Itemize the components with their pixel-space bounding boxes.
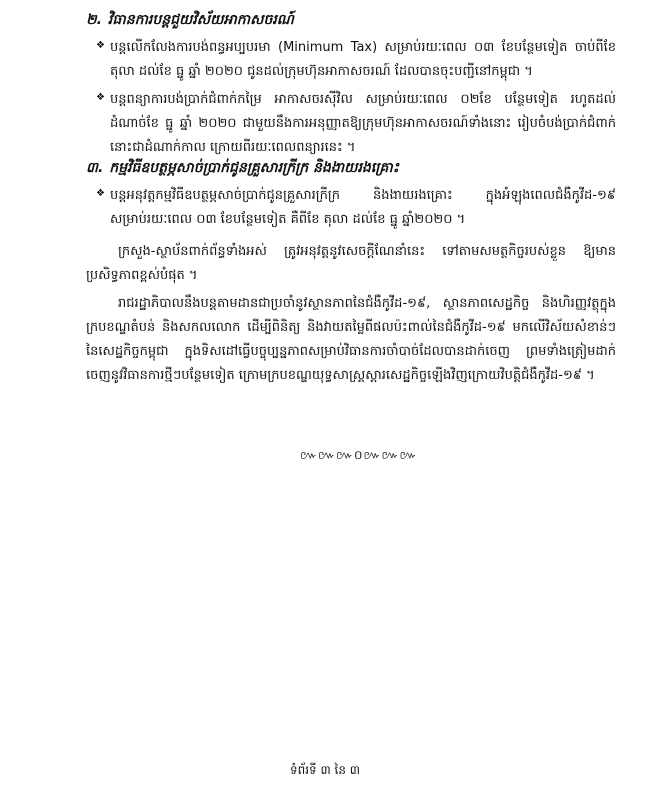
section-2-bullet-1 (96, 36, 616, 84)
section-2-title: វិធានការបន្តជួយវិស័យអាកាសចរណ៍ (107, 12, 294, 28)
section-3-title: កម្មវិធីឧបត្ថម្ភសាច់ប្រាក់ជូនគ្រួសារក្រីក្រ និងងាយរងគ្រោះ (109, 160, 399, 176)
paragraph-monitoring: រាជរដ្ឋាភិបាលនឹងបន្តតាមដានជាប្រចាំនូវស្ថានភាពនៃជំងឺកូវីដ-១៩, ស្ថានភាពសេដ្ឋកិច្ច និងហិរញ្ញវត្ថុក្នុងក្របខណ្ឌតំបន់ និងសកលលោក ដើម្បីពិនិត្យ និងវាយតម្លៃពីផលប៉ះពាល់នៃជំងឺកូវីដ-១៩ មកលើវិស័យសំខាន់ៗនៃសេដ្ឋកិច្ចកម្ពុជា ក្នុងទិសដៅធ្វើបច្ចុប្បន្នភាពសម្រាប់វិធានការចាំបាច់ដែលបានដាក់ចេញ ព្រមទាំងត្រៀមដាក់ចេញនូវវិធានការថ្មីៗបន្ថែមទៀត ក្រោមក្របខណ្ឌយុទ្ធសាស្ត្រស្ដារសេដ្ឋកិច្ចឡើងវិញក្រោយវិបត្តិជំងឺកូវីដ-១៩ ។ (86, 296, 616, 383)
section-2-bullet-2 (96, 88, 616, 160)
bullet-text: បន្តអនុវត្តកម្មវិធីឧបត្ថម្ភសាច់ប្រាក់ជូនគ្រួសារក្រីក្រ និងងាយរងគ្រោះ ក្នុងអំឡុងពេលជំងឺកូវីដ-១៩ សម្រាប់រយៈពេល ០៣ ខែបន្ថែមទៀត គឺពីខែ តុលា ដល់ខែ ធ្នូ ឆ្នាំ២០២០ ។ (110, 188, 616, 227)
bullet-text: បន្តលើកលែងការបង់ពន្ធអប្បបរមា (Minimum Tax) សម្រាប់រយៈពេល ០៣ ខែបន្ថែមទៀត ចាប់ពីខែ តុលា ដល់ខែ ធ្នូ ឆ្នាំ ២០២០ ជូនដល់ក្រុមហ៊ុនអាកាសចរណ៍ ដែលបានចុះបញ្ជីនៅកម្ពុជា ។ (110, 40, 616, 79)
page-number-footer: ទំព័រទី ៣ នៃ ៣ (289, 763, 361, 777)
bullet-text: បន្តពន្យាការបង់ប្រាក់ជំពាក់កម្រៃ អាកាសចរស៊ីវិល សម្រាប់រយៈពេល ០២ខែ បន្ថែមទៀត រហូតដល់ដំណាច់ខែ ធ្នូ ឆ្នាំ ២០២០ ជាមួយនឹងការអនុញ្ញាតឱ្យក្រុមហ៊ុនអាកាសចរណ៍ទាំងនោះ រៀបចំបង់ប្រាក់ជំពាក់នោះជាដំណាក់កាល ក្រោយពីរយៈពេលពន្យារនេះ ។ (110, 92, 616, 155)
section-2-heading (86, 10, 294, 30)
bullet-diamond-icon: ❖ (96, 40, 105, 51)
section-3-heading (86, 158, 399, 178)
bullet-diamond-icon: ❖ (96, 92, 105, 103)
paragraph-instructions: ក្រសួង-ស្ថាប័នពាក់ព័ន្ធទាំងអស់ ត្រូវអនុវត្តនូវសេចក្ដីណែនាំនេះ ទៅតាមសមត្ថកិច្ចរបស់ខ្លួន ឱ្យមានប្រសិទ្ធភាពខ្ពស់បំផុត ។ (86, 244, 616, 283)
section-2-number: ២. (86, 12, 102, 28)
section-3-number: ៣. (86, 160, 104, 176)
closing-ornament: ៚៚៚០៚៚៚ (300, 448, 418, 462)
section-3-bullet-1 (96, 184, 616, 232)
bullet-diamond-icon: ❖ (96, 188, 105, 199)
